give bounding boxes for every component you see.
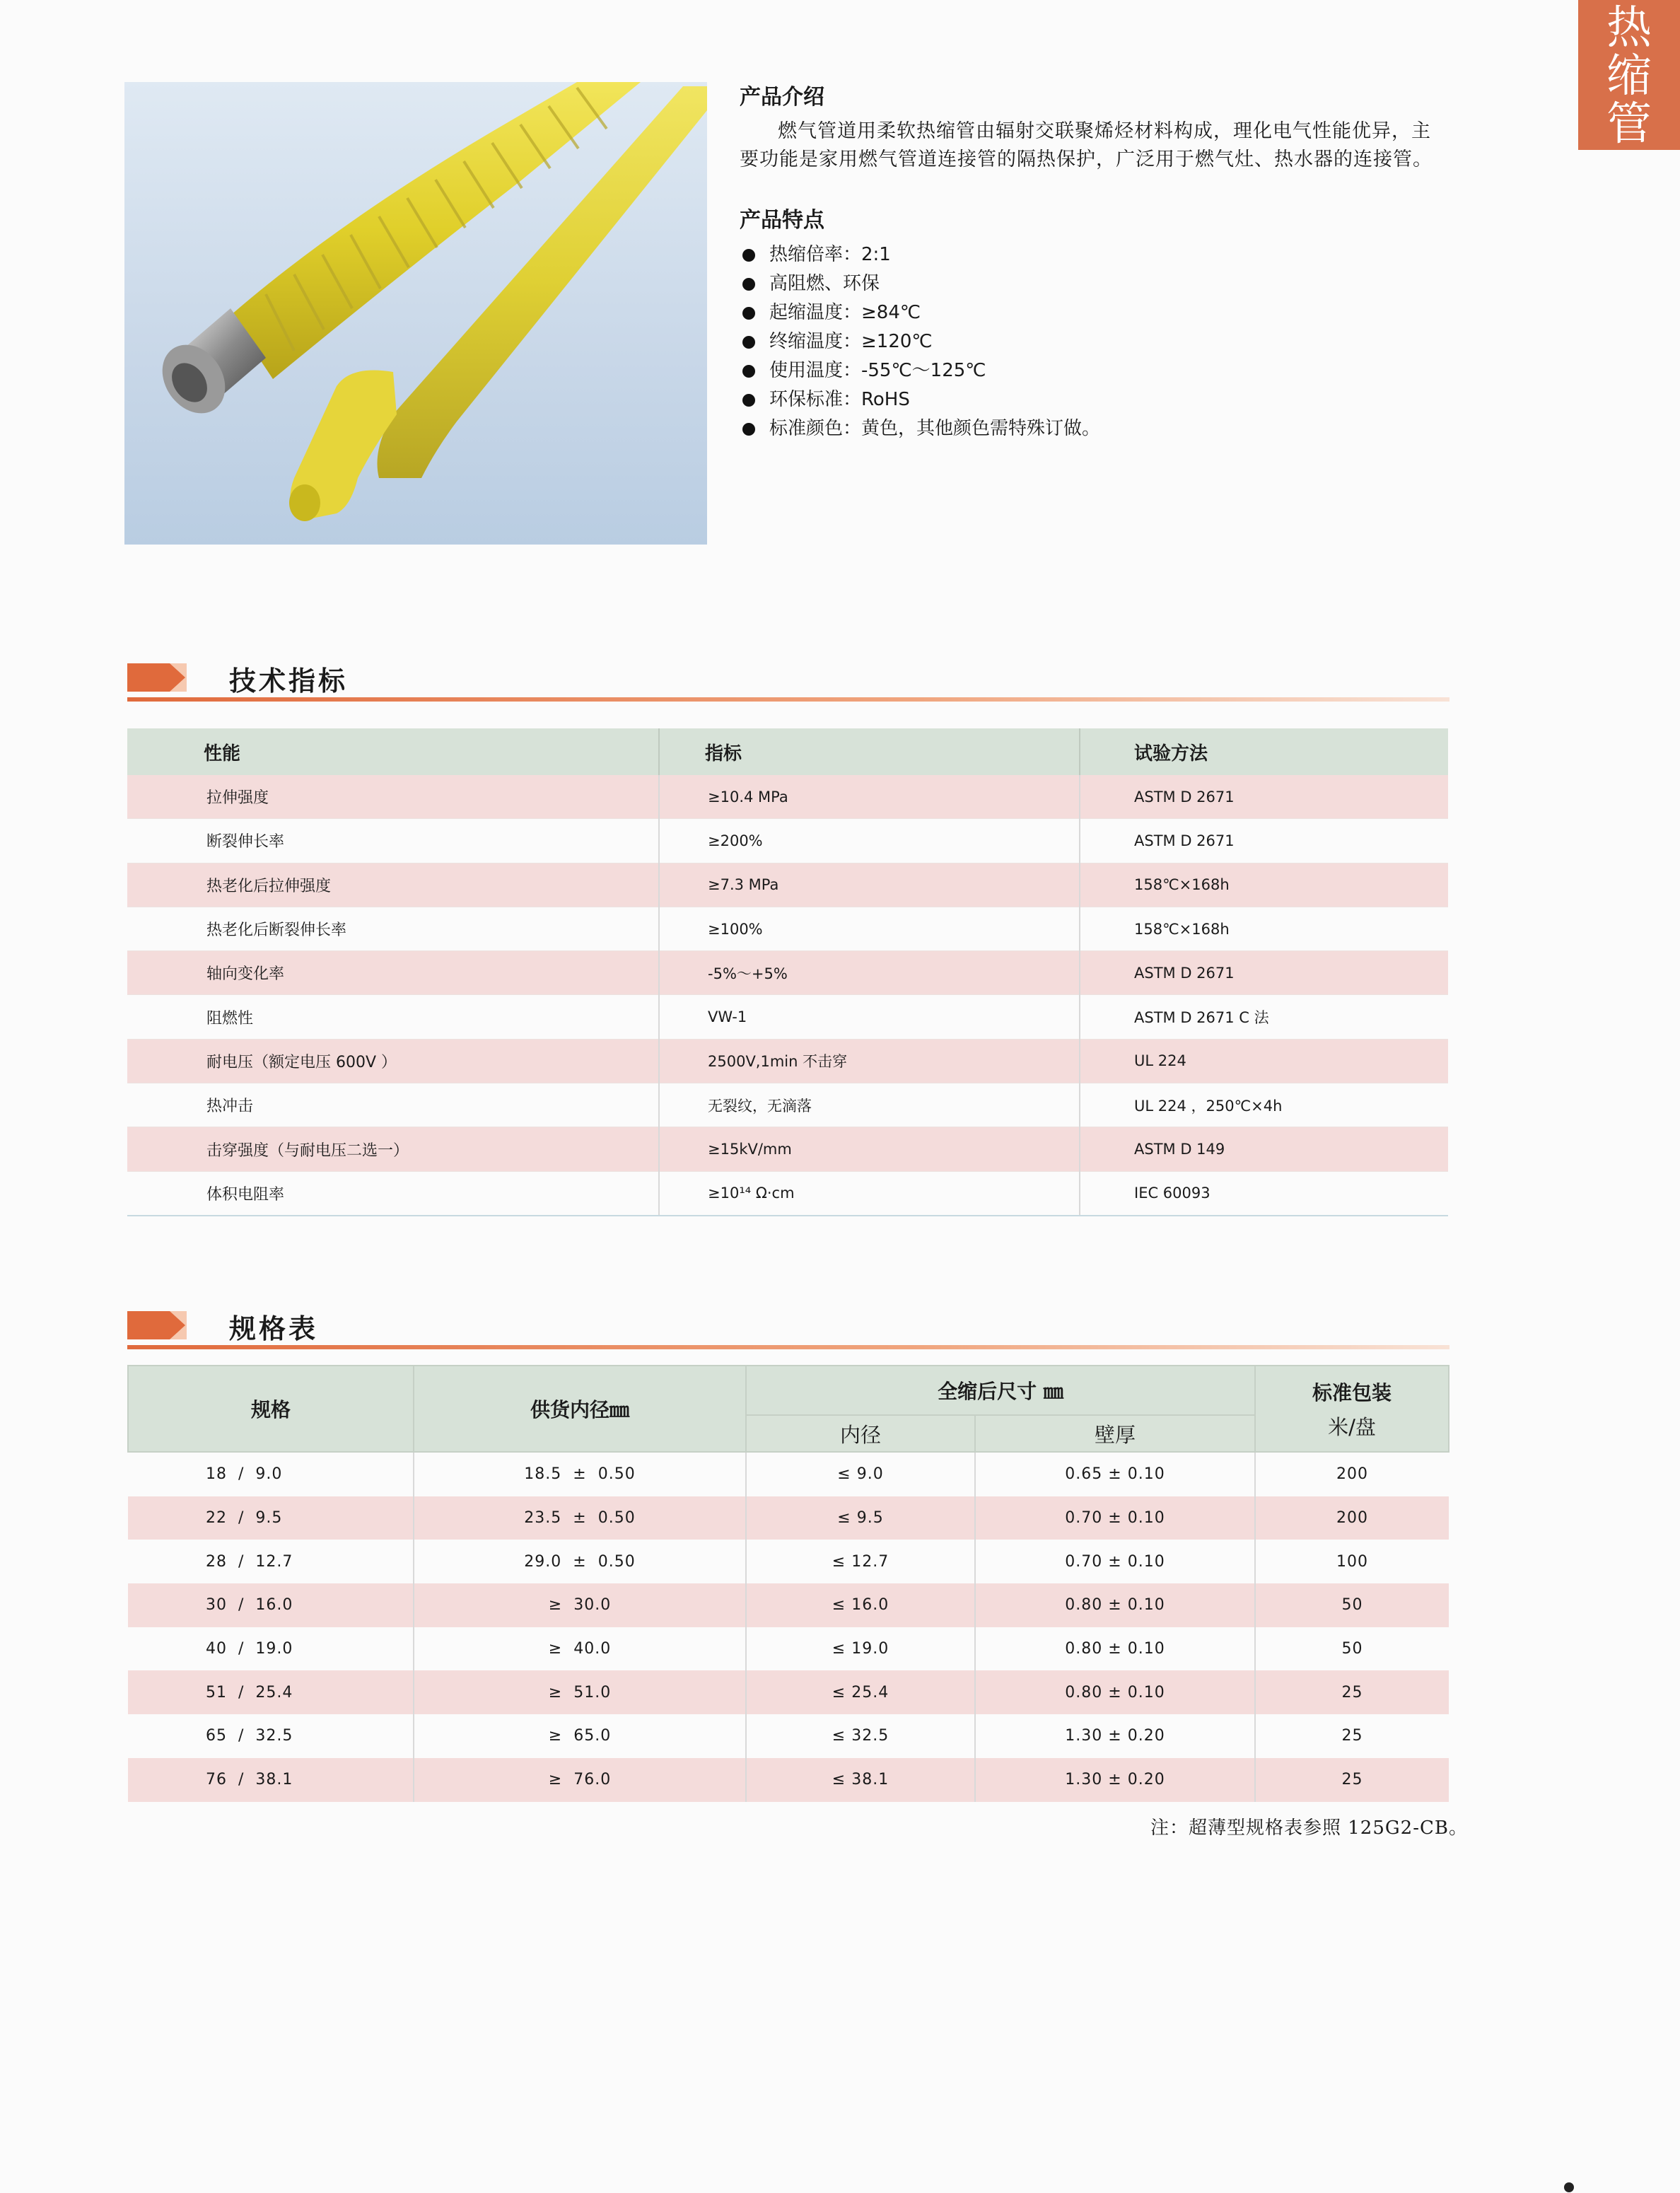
spec-outer: 40 [206,1640,227,1658]
inner-val: 19.0 [851,1640,889,1658]
cell-value: ≥15kV/mm [659,1127,1080,1171]
cell-method: IEC 60093 [1080,1171,1448,1216]
inner-op: ≤ [832,1771,846,1789]
col-header-inner: 内径 [746,1415,975,1452]
table-row [127,951,1448,995]
feature-item: 标准颜色：黄色，其他颜色需特殊订做。 [740,414,1447,443]
spec-inner: 16.0 [255,1596,293,1615]
section-title: 技术指标 [229,665,349,697]
cell-inner [746,1627,975,1671]
spec-outer: 51 [206,1683,227,1702]
supply-b: 40.0 [573,1640,612,1658]
cell-wall [975,1583,1255,1627]
cell-pack: 25 [1255,1758,1449,1802]
cell-spec: 18 / 9.0 [128,1452,414,1496]
cell-property: 热老化后断裂伸长率 [127,907,659,950]
col-header-property: 性能 [127,728,659,775]
cell-method: 158℃×168h [1080,863,1448,907]
cell-supply [414,1452,746,1496]
cell-value: ≥100% [659,907,1080,950]
inner-val: 9.0 [856,1465,884,1484]
wall-tol: 0.20 [1127,1727,1165,1745]
section-title: 规格表 [229,1313,319,1344]
cell-supply [414,1583,746,1627]
inner-op: ≤ [837,1509,851,1528]
cell-method: ASTM D 149 [1080,1127,1448,1171]
wall-pm: ± [1108,1683,1122,1702]
table-row [128,1452,1449,1496]
table-header-row [127,728,1448,775]
cell-inner [746,1496,975,1540]
cell-pack: 50 [1341,1640,1363,1658]
spec-inner: 38.1 [255,1771,293,1789]
spec-inner: 9.5 [255,1509,283,1528]
table-row [128,1758,1449,1802]
page-dot [1564,2182,1574,2192]
features-title: 产品特点 [740,208,824,233]
cell-property: 轴向变化率 [127,951,659,995]
feature-item: 终缩温度：≥120℃ [740,327,1447,356]
cell-wall [975,1496,1255,1540]
inner-val: 9.5 [856,1509,884,1528]
cell-method: ASTM D 2671 [1080,775,1448,819]
supply-a: ≥ [548,1727,563,1745]
supply-b: ± [573,1552,587,1571]
cell-value: -5%～+5% [659,951,1080,995]
col-header-value: 指标 [659,728,1080,775]
col-header-spec: 规格 [128,1366,414,1452]
supply-a: ≥ [548,1683,563,1702]
supply-a: ≥ [548,1771,563,1789]
spec-section-header [127,1305,1449,1345]
cell-inner [746,1452,975,1496]
supply-c: 0.50 [597,1552,636,1571]
wall-val: 1.30 [1065,1727,1103,1745]
cell-method: ASTM D 2671 [1080,951,1448,995]
inner-op: ≤ [832,1552,846,1571]
inner-val: 12.7 [851,1552,889,1571]
supply-b: 65.0 [573,1727,612,1745]
spec-table [127,1365,1449,1802]
product-photo [124,82,707,545]
inner-op: ≤ [832,1727,846,1745]
tech-spec-table [127,728,1448,1216]
wall-val: 0.70 [1065,1552,1103,1571]
intro-text: 燃气管道用柔软热缩管由辐射交联聚烯烃材料构成，理化电气性能优异，主要功能是家用燃气管道连接管的隔热保护，广泛用于燃气灶、热水器的连接管。 [740,120,1433,170]
section-divider [127,1345,1449,1349]
cell-inner [746,1583,975,1627]
inner-val: 32.5 [851,1727,889,1745]
col-header-after: 全缩后尺寸 ㎜ [746,1366,1255,1415]
cell-inner [746,1670,975,1714]
category-tab-char: 管 [1606,98,1652,151]
wall-pm: ± [1108,1771,1122,1789]
col-header-wall: 壁厚 [975,1415,1255,1452]
spec-note: 注：超薄型规格表参照 125G2-CB。 [1150,1817,1468,1839]
spec-inner: 25.4 [255,1683,293,1702]
spec-inner: 19.0 [255,1640,293,1658]
wall-val: 1.30 [1065,1771,1103,1789]
table-row [127,863,1448,907]
spec-outer: 30 [206,1596,227,1615]
wall-tol: 0.10 [1127,1596,1165,1615]
wall-pm: ± [1108,1640,1122,1658]
cell-supply [414,1758,746,1802]
cell-property: 断裂伸长率 [127,819,659,863]
wall-val: 0.80 [1065,1640,1103,1658]
wall-tol: 0.10 [1127,1552,1165,1571]
cell-wall [975,1452,1255,1496]
spec-inner: 9.0 [255,1465,283,1484]
wall-tol: 0.10 [1127,1465,1165,1484]
cell-spec: 28 / 12.7 [128,1540,414,1583]
cell-supply [414,1714,746,1758]
cell-pack: 200 [1255,1496,1449,1540]
tech-section-header [127,658,1449,697]
cell-method: 158℃×168h [1080,907,1448,950]
cell-property: 体积电阻率 [127,1171,659,1216]
cell-method: UL 224 [1080,1039,1448,1083]
inner-op: ≤ [832,1683,846,1702]
cell-spec: 30 / 16.0 [128,1583,414,1627]
cell-spec: 65 / 32.5 [128,1714,414,1758]
cell-method: ASTM D 2671 [1080,819,1448,863]
supply-a: 18.5 [524,1465,562,1484]
col-header-method: 试验方法 [1080,728,1448,775]
table-row [128,1714,1449,1758]
cell-supply [414,1627,746,1671]
arrow-right-icon [170,663,185,692]
col-header-supply: 供货内径㎜ [414,1366,746,1452]
category-tab [1578,0,1680,150]
spec-outer: 28 [206,1552,227,1571]
section-marker-icon [127,663,170,692]
cell-property: 热冲击 [127,1083,659,1127]
cell-supply [414,1670,746,1714]
inner-op: ≤ [837,1465,851,1484]
feature-item: 使用温度：-55℃～125℃ [740,356,1447,385]
inner-val: 25.4 [851,1683,889,1702]
table-row [127,1083,1448,1127]
wall-pm: ± [1108,1509,1122,1528]
table-row [127,907,1448,950]
wall-pm: ± [1108,1552,1122,1571]
cell-property: 热老化后拉伸强度 [127,863,659,907]
supply-a: 29.0 [524,1552,562,1571]
inner-op: ≤ [832,1596,846,1615]
cell-property: 阻燃性 [127,995,659,1039]
cell-value: VW-1 [659,995,1080,1039]
supply-b: 30.0 [573,1596,612,1615]
category-tab-char: 热 [1606,2,1652,54]
arrow-right-icon [170,1311,185,1339]
heat-shrink-tube-illustration [124,82,707,545]
cell-pack: 25 [1341,1727,1363,1745]
wall-pm: ± [1108,1596,1122,1615]
table-row [127,1127,1448,1171]
supply-c: 0.50 [597,1509,636,1528]
cell-spec: 51 / 25.4 [128,1670,414,1714]
cell-inner [746,1758,975,1802]
table-header-row [128,1366,1449,1415]
cell-inner [746,1540,975,1583]
wall-pm: ± [1108,1465,1122,1484]
cell-wall [975,1627,1255,1671]
cell-spec: 76 / 38.1 [128,1758,414,1802]
supply-a: 23.5 [524,1509,562,1528]
feature-item: 高阻燃、环保 [740,269,1447,298]
spec-outer: 65 [206,1727,227,1745]
cell-wall [975,1540,1255,1583]
supply-b: 76.0 [573,1771,612,1789]
cell-value: 无裂纹，无滴落 [659,1083,1080,1127]
wall-tol: 0.10 [1127,1683,1165,1702]
wall-tol: 0.10 [1127,1640,1165,1658]
wall-pm: ± [1108,1727,1122,1745]
cell-supply [414,1540,746,1583]
table-row [127,775,1448,819]
cell-spec: 22 / 9.5 [128,1496,414,1540]
cell-inner [746,1714,975,1758]
cell-supply [414,1496,746,1540]
table-row [127,1039,1448,1083]
intro-title: 产品介绍 [740,85,824,110]
table-row [128,1540,1449,1583]
inner-val: 16.0 [851,1596,889,1615]
spec-outer: 22 [206,1509,227,1528]
table-row [128,1670,1449,1714]
supply-a: ≥ [548,1596,563,1615]
features-list [740,240,1447,443]
product-intro [740,79,1447,443]
cell-pack: 50 [1255,1583,1449,1627]
cell-pack: 25 [1255,1670,1449,1714]
table-row [128,1583,1449,1627]
cell-pack: 100 [1336,1552,1368,1571]
spec-outer: 18 [206,1465,227,1484]
cell-method: ASTM D 2671 C 法 [1080,995,1448,1039]
cell-property: 耐电压（额定电压 600V ） [127,1039,659,1083]
col-header-pack [1255,1366,1449,1452]
cell-value: ≥10¹⁴ Ω·cm [659,1171,1080,1216]
section-marker-icon [127,1311,170,1339]
cell-property: 击穿强度（与耐电压二选一） [127,1127,659,1171]
supply-b: ± [573,1509,587,1528]
spec-outer: 76 [206,1771,227,1789]
category-tab-char: 缩 [1606,50,1652,103]
cell-wall [975,1670,1255,1714]
feature-item: 起缩温度：≥84℃ [740,298,1447,327]
feature-item: 热缩倍率：2:1 [740,240,1447,269]
wall-tol: 0.20 [1127,1771,1165,1789]
cell-property: 拉伸强度 [127,775,659,819]
table-row [127,1171,1448,1216]
spec-inner: 12.7 [255,1552,293,1571]
cell-spec: 40 / 19.0 [128,1627,414,1671]
wall-val: 0.80 [1065,1683,1103,1702]
pack-label: 标准包装 [1312,1380,1392,1404]
cell-value: 2500V,1min 不击穿 [659,1039,1080,1083]
wall-val: 0.70 [1065,1509,1103,1528]
table-row [128,1627,1449,1671]
supply-a: ≥ [548,1640,563,1658]
wall-tol: 0.10 [1127,1509,1165,1528]
supply-b: ± [573,1465,587,1484]
cell-value: ≥7.3 MPa [659,863,1080,907]
cell-value: ≥200% [659,819,1080,863]
supply-c: 0.50 [597,1465,636,1484]
table-row [128,1496,1449,1540]
wall-val: 0.80 [1065,1596,1103,1615]
section-divider [127,697,1449,702]
cell-wall [975,1714,1255,1758]
cell-method: UL 224 ，250℃×4h [1080,1083,1448,1127]
cell-value: ≥10.4 MPa [659,775,1080,819]
table-row [127,995,1448,1039]
inner-val: 38.1 [851,1771,889,1789]
inner-op: ≤ [832,1640,846,1658]
cell-wall [975,1758,1255,1802]
feature-item: 环保标准：RoHS [740,385,1447,414]
supply-b: 51.0 [573,1683,612,1702]
wall-val: 0.65 [1065,1465,1103,1484]
spec-inner: 32.5 [255,1727,293,1745]
cell-pack: 200 [1336,1465,1368,1484]
pack-unit: 米/盘 [1328,1414,1376,1439]
table-row [127,819,1448,863]
